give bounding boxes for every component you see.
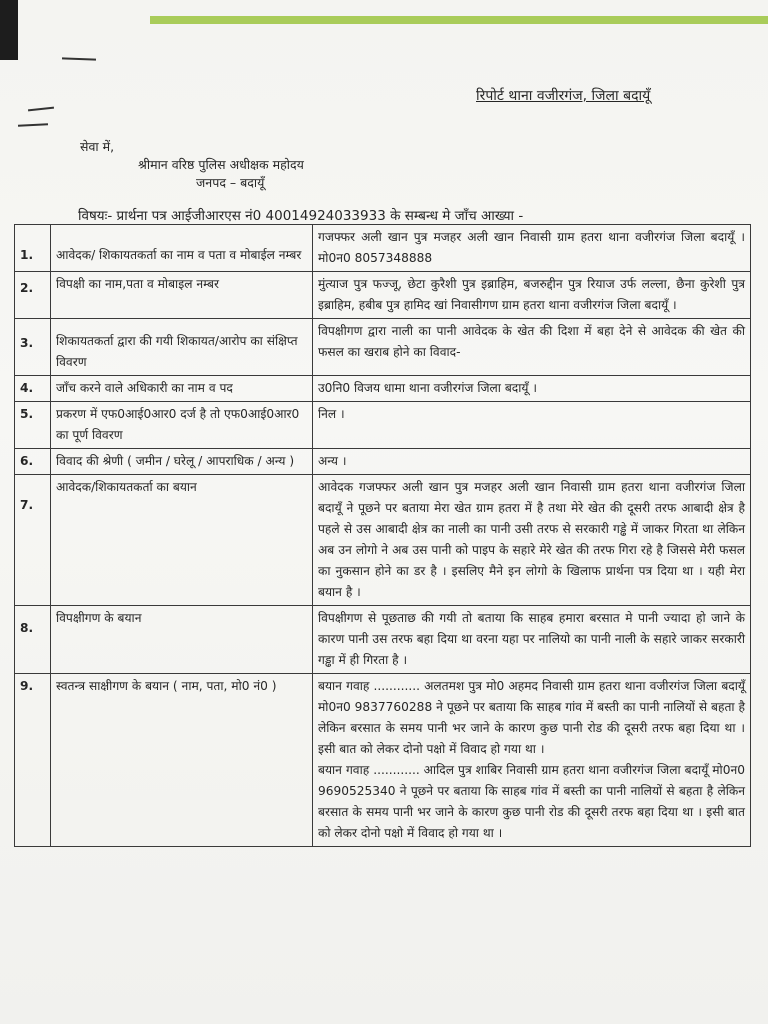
addressee-line-2: श्रीमान वरिष्ठ पुलिस अधीक्षक महोदय <box>138 157 304 172</box>
row-answer <box>313 674 751 847</box>
witness-statement-1: बयान गवाह ............ अलतमश पुत्र मो0 अहमद निवासी ग्राम हतरा थाना वजीरगंज जिला बदायूँ मो0न0 9837760288 ने पूछने पर बताया कि साहब गांव में बस्ती का पानी नालियों से बहता है लेकिन बरसात के समय पानी भर जाने के कारण कुछ पानी रोड की दूसरी तरफ बहा दिया था । इसी बात को लेकर दोनो पक्षो में विवाद हो गया था । <box>318 679 745 756</box>
row-answer: गजफ्फर अली खान पुत्र मजहर अली खान निवासी ग्राम हतरा थाना वजीरगंज जिला बदायूँ । मो0न0 8057348888 <box>313 225 751 272</box>
row-number: 4. <box>15 376 51 402</box>
row-number: 2. <box>15 272 51 319</box>
table-row <box>15 272 751 319</box>
row-answer: अन्य । <box>313 449 751 475</box>
dark-corner <box>0 0 18 60</box>
row-question: शिकायतकर्ता द्वारा की गयी शिकायत/आरोप का संक्षिप्त विवरण <box>51 319 313 376</box>
inquiry-report-table <box>14 224 751 847</box>
table-row <box>15 402 751 449</box>
table-row <box>15 225 751 272</box>
row-number: 1. <box>15 225 51 272</box>
addressee-line-1: सेवा में, <box>80 139 115 154</box>
table-row <box>15 449 751 475</box>
row-answer: विपक्षीगण द्वारा नाली का पानी आवेदक के खेत की दिशा में बहा देने से आवेदक की खेत की फसल का खराब होने का विवाद- <box>313 319 751 376</box>
row-question: विपक्षी का नाम,पता व मोबाइल नम्बर <box>51 272 313 319</box>
report-title: रिपोर्ट थाना वजीरगंज, जिला बदायूँ <box>476 88 651 104</box>
table-row <box>15 606 751 674</box>
row-question: स्वतन्त्र साक्षीगण के बयान ( नाम, पता, मो0 नं0 ) <box>51 674 313 847</box>
row-question: आवेदक/शिकायतकर्ता का बयान <box>51 475 313 606</box>
green-edge-strip <box>150 16 768 24</box>
witness-statement-2: बयान गवाह ............ आदिल पुत्र शाबिर निवासी ग्राम हतरा थाना वजीरगंज जिला बदायूँ मो0न0 9690525340 ने पूछने पर बताया कि साहब गांव में बस्ती का पानी नालियों से बहता है लेकिन बरसात के समय पानी भर जाने के कारण कुछ पानी रोड की दूसरी तरफ बहा दिया था । इसी बात को लेकर दोनो पक्षो में विवाद हो गया था । <box>318 763 745 840</box>
row-number: 7. <box>15 475 51 606</box>
table-row <box>15 674 751 847</box>
row-question: विवाद की श्रेणी ( जमीन / घरेलू / आपराधिक / अन्य ) <box>51 449 313 475</box>
row-answer: निल । <box>313 402 751 449</box>
row-answer: उ0नि0 विजय धामा थाना वजीरगंज जिला बदायूँ । <box>313 376 751 402</box>
row-number: 6. <box>15 449 51 475</box>
row-answer: मुंत्याज पुत्र फज्जू, छेटा कुरैशी पुत्र इब्राहिम, बजरुद्दीन पुत्र रियाज उर्फ लल्ला, छैना कुरेशी पुत्र इब्राहिम, हबीब पुत्र हामिद खां निवासीगण ग्राम हतरा थाना वजीरगंज जिला बदायूँ । <box>313 272 751 319</box>
row-number: 9. <box>15 674 51 847</box>
addressee-line-3: जनपद – बदायूँ <box>196 175 265 190</box>
row-answer: आवेदक गजफ्फर अली खान पुत्र मजहर अली खान निवासी ग्राम हतरा थाना वजीरगंज जिला बदायूँ ने पूछने पर बताया मेरा खेत ग्राम हतरा में है तथा मेरे खेत की दूसरी तरफ आबादी क्षेत्र है पहले से उस आबादी क्षेत्र का नाली का पानी उसी तरफ से सरकारी गड्ढे में जाकर गिरता था लेकिन अब उन लोगो ने अब उस पानी को पाइप के सहारे मेरे खेत की तरफ गिरा रहे है जिससे मेरी फसल का नुकसान होने का डर है । इसलिए मैने इन लोगो के खिलाफ प्रार्थना पत्र दिया था । यही मेरा बयान है । <box>313 475 751 606</box>
table-row <box>15 376 751 402</box>
table-row <box>15 475 751 606</box>
row-answer: विपक्षीगण से पूछताछ की गयी तो बताया कि साहब हमारा बरसात मे पानी ज्यादा हो जाने के कारण पानी उस तरफ बहा दिया था वरना यहा पर नालियो का पानी नाली के सहारे जाकर सरकारी गड्ढा में ही गिरता है । <box>313 606 751 674</box>
row-question: जाँच करने वाले अधिकारी का नाम व पद <box>51 376 313 402</box>
row-number: 8. <box>15 606 51 674</box>
subject-line: विषयः- प्रार्थना पत्र आईजीआरएस नं0 40014924033933 के सम्बन्ध मे जाँच आख्या - <box>78 208 524 224</box>
row-question: विपक्षीगण के बयान <box>51 606 313 674</box>
table-row <box>15 319 751 376</box>
row-number: 5. <box>15 402 51 449</box>
row-question: प्रकरण में एफ0आई0आर0 दर्ज है तो एफ0आई0आर0 का पूर्ण विवरण <box>51 402 313 449</box>
row-question: आवेदक/ शिकायतकर्ता का नाम व पता व मोबाईल नम्बर <box>51 225 313 272</box>
row-number: 3. <box>15 319 51 376</box>
